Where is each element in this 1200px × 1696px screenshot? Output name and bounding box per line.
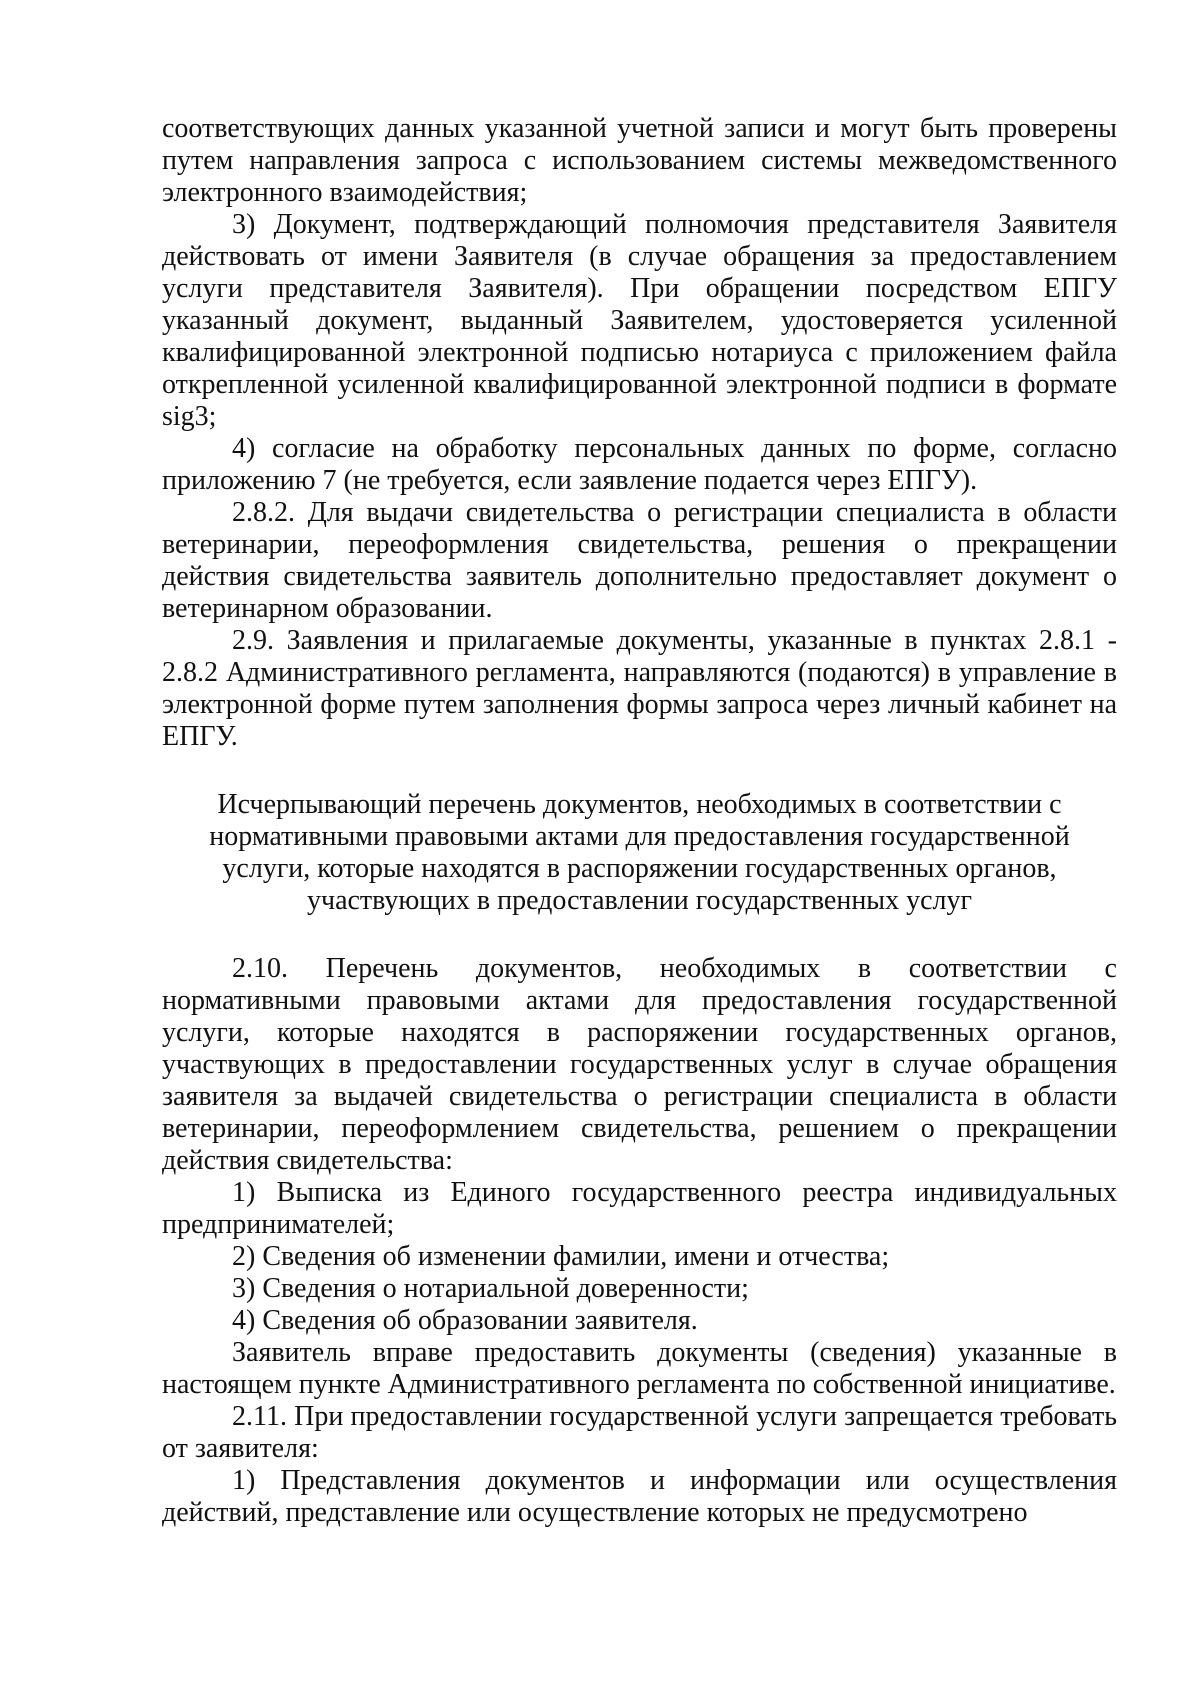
paragraph-2-9: 2.9. Заявления и прилагаемые документы, указанные в пунктах 2.8.1 - 2.8.2 Административного регламента, направляются (подаются) в управление в электронной форме путем заполнения формы запроса через личный кабинет на ЕПГУ. bbox=[162, 625, 1117, 752]
paragraph-continuation: соответствующих данных указанной учетной записи и могут быть проверены путем направления запроса с использованием системы межведомственного электронного взаимодействия; bbox=[162, 113, 1117, 208]
list-item-4: 4) Сведения об образовании заявителя. bbox=[232, 1305, 698, 1336]
paragraph-item-3: 3) Документ, подтверждающий полномочия представителя Заявителя действовать от имени Заявителя (в случае обращения за предоставлением услуги представителя Заявителя). При обращении посредством ЕПГУ указанный документ, выданный Заявителем, удостоверяется усиленной квалифицированной электронной подписью нотариуса с приложением файла открепленной усиленной квалифицированной электронной подписи в формате sig3; bbox=[162, 209, 1117, 432]
list-item-3: 3) Сведения о нотариальной доверенности; bbox=[232, 1273, 749, 1304]
paragraph-2-11: 2.11. При предоставлении государственной услуги запрещается требовать от заявителя: bbox=[162, 1401, 1117, 1464]
list-item-2: 2) Сведения об изменении фамилии, имени и отчества; bbox=[232, 1241, 890, 1272]
paragraph-item-4: 4) согласие на обработку персональных данных по форме, согласно приложению 7 (не требуется, если заявление подается через ЕПГУ). bbox=[162, 433, 1117, 496]
paragraph-2-11-item-1: 1) Представления документов и информации или осуществления действий, представление или осуществление которых не предусмотрено bbox=[162, 1465, 1117, 1528]
paragraph-applicant-right: Заявитель вправе предоставить документы (сведения) указанные в настоящем пункте Административного регламента по собственной инициативе. bbox=[162, 1337, 1117, 1400]
section-heading: Исчерпывающий перечень документов, необходимых в соответствии с нормативными правовыми актами для предоставления государственной услуги, которые находятся в распоряжении государственных органов, участвующих в предоставлении государственных услуг bbox=[209, 789, 1070, 916]
document-page bbox=[162, 113, 1117, 1529]
list-item-1: 1) Выписка из Единого государственного реестра индивидуальных предпринимателей; bbox=[162, 1177, 1117, 1240]
paragraph-2-8-2: 2.8.2. Для выдачи свидетельства о регистрации специалиста в области ветеринарии, переоформления свидетельства, решения о прекращении действия свидетельства заявитель дополнительно предоставляет документ о ветеринарном образовании. bbox=[162, 497, 1117, 624]
paragraph-2-10: 2.10. Перечень документов, необходимых в соответствии с нормативными правовыми актами для предоставления государственной услуги, которые находятся в распоряжении государственных органов, участвующих в предоставлении государственных услуг в случае обращения заявителя за выдачей свидетельства о регистрации специалиста в области ветеринарии, переоформлением свидетельства, решением о прекращении действия свидетельства: bbox=[162, 953, 1117, 1176]
